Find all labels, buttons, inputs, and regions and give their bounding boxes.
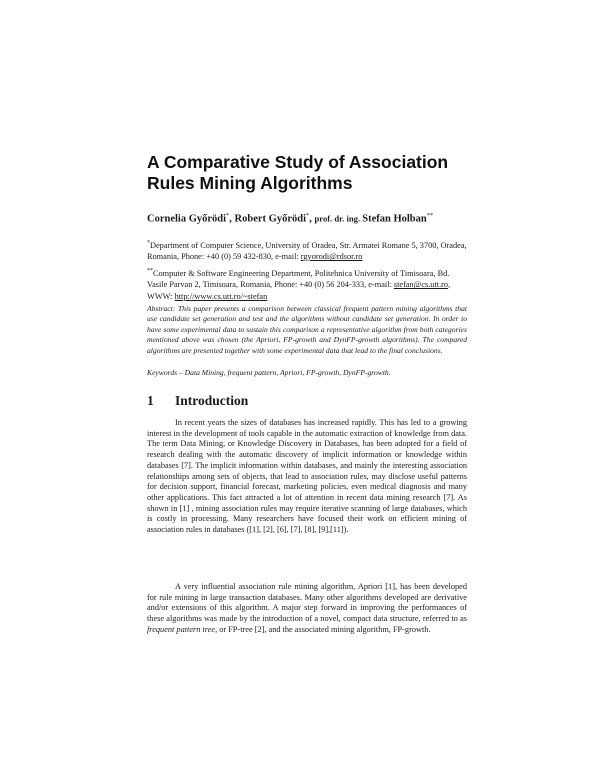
affiliation-marker: * bbox=[147, 240, 150, 246]
affiliation-marker: ** bbox=[426, 212, 434, 219]
paragraph-text: A very influential association rule mining algorithm, Apriori [1], has been developed for rule mining in large transaction databases. Many other algorithms developed are derivative and/or extensions of this algorithm. A major step forward in improving the performances of these algorithms was made by the introduction of a novel, compact data structure, referred to as bbox=[147, 582, 467, 624]
section-number: 1 bbox=[147, 393, 154, 408]
affiliation-1 bbox=[147, 238, 467, 263]
section-heading bbox=[147, 393, 248, 409]
author-name: Stefan Holban bbox=[362, 213, 427, 225]
body-paragraph: In recent years the sizes of databases has increased rapidly. This has led to a growing interest in the development of tools capable in the automatic extraction of knowledge from data. The term Data Mining, or Knowledge Discovery in Databases, has been adopted for a field of research dealing with the automatic discovery of implicit information or knowledge within databases [7]. The implicit information within databases, and mainly the interesting association relationships among sets of objects, that lead to association rules, may disclose useful patterns for decision support, financial forecast, marketing policies, even medical diagnosis and many other applications. This fact attracted a lot of attention in recent data mining research [7]. As shown in [1] , mining association rules may require iterative scanning of large databases, which is costly in processing. Many researchers have focused their work on efficient mining of association rules in databases ([1], [2], [6], [7], [8], [9],[11]). bbox=[147, 418, 467, 535]
author-name: Robert Győrödi bbox=[234, 213, 306, 225]
email-link[interactable]: rgyorodi@rdsor.ro bbox=[300, 252, 363, 262]
emphasized-term: frequent pattern tree bbox=[147, 624, 216, 634]
www-label: , WWW: bbox=[147, 280, 451, 301]
author-line bbox=[147, 212, 433, 225]
author-separator: , bbox=[309, 213, 315, 225]
author-separator: , bbox=[229, 213, 235, 225]
author-name: Cornelia Győrödi bbox=[147, 213, 227, 225]
paper-title: A Comparative Study of Association Rules Mining Algorithms bbox=[147, 152, 449, 193]
author-title-prefix: prof. dr. ing. bbox=[314, 213, 363, 224]
email-link[interactable]: stefan@cs.utt.ro bbox=[393, 280, 449, 290]
keywords: Keywords – Data Mining, frequent pattern, Apriori, FP-growth, DynFP-growth. bbox=[147, 368, 391, 377]
affiliation-text: Computer & Software Engineering Department, Politehnica University of Timisoara, Bd. Vasile Parvan 2, Timisoara, Romania, Phone: +40 (0) 56 204-333, e-mail: bbox=[147, 268, 450, 290]
website-link[interactable]: http://www.cs.utt.ro/~stefan bbox=[174, 291, 268, 301]
affiliation-marker: * bbox=[306, 212, 310, 219]
abstract: Abstract: This paper presents a comparison between classical frequent pattern mining algorithms that use candidate set generation and test and the algorithms without candidate set generation. In order to have some experimental data to sustain this comparison a representative algorithm from both categories mentioned above was chosen (the Apriori, FP-growth and DynFP-growth algorithms). The compared algorithms are presented together with some experimental data that lead to the final conclusions. bbox=[147, 303, 467, 355]
affiliation-text: Department of Computer Science, University of Oradea, Str. Armatei Romane 5, 3700, Oradea, Romania, Phone: +40 (0) 59 432-830, e-mail: bbox=[147, 240, 467, 262]
affiliation-2 bbox=[147, 266, 467, 302]
affiliation-marker: * bbox=[226, 212, 230, 219]
paragraph-text: , or FP-tree [2], and the associated mining algorithm, FP-growth. bbox=[215, 624, 431, 634]
affiliation-marker: ** bbox=[147, 268, 153, 274]
body-paragraph bbox=[147, 582, 467, 636]
section-title: Introduction bbox=[175, 393, 249, 408]
